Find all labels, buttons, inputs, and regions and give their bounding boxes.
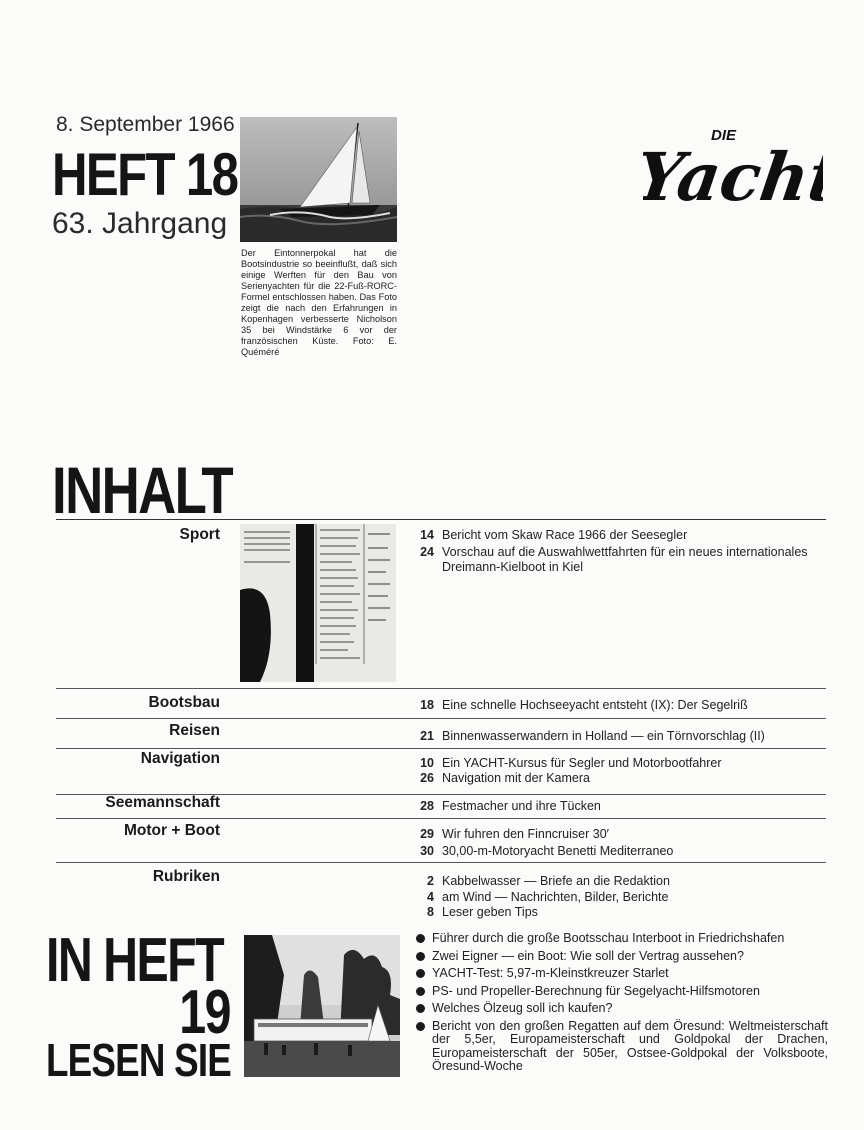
sport-photo <box>240 524 396 682</box>
toc-entry <box>408 799 601 814</box>
list-item <box>414 950 828 964</box>
entry-title: Bericht vom Skaw Race 1966 der Seesegler <box>442 528 688 542</box>
section-title: Bootsbau <box>148 694 220 711</box>
page-number: 26 <box>420 771 434 785</box>
list-item <box>414 985 828 999</box>
section-rule <box>56 688 826 689</box>
bullet-icon <box>416 969 425 978</box>
section-title: Seemannschaft <box>105 794 220 811</box>
entry-title: Navigation mit der Kamera <box>442 771 590 785</box>
page-number: 30 <box>420 844 434 858</box>
bullet-icon <box>416 952 425 961</box>
toc-entry <box>408 890 668 905</box>
toc-entry <box>408 729 765 744</box>
page-number: 18 <box>420 698 434 712</box>
list-item <box>414 967 828 981</box>
logo-die: DIE <box>711 127 737 144</box>
page-number: 2 <box>427 874 434 888</box>
volume-label: 63. Jahrgang <box>52 207 228 240</box>
entry-title: Festmacher und ihre Tücken <box>442 799 601 813</box>
list-item-text: PS- und Propeller-Berechnung für Segelyacht-Hilfsmotoren <box>432 983 760 998</box>
page-number: 4 <box>427 890 434 904</box>
section-title: Navigation <box>140 750 220 767</box>
entry-title: am Wind — Nachrichten, Bilder, Berichte <box>442 890 669 904</box>
toc-entry <box>408 844 673 859</box>
entry-title: Binnenwasserwandern in Holland — ein Törnvorschlag (II) <box>442 729 765 743</box>
page-number: 24 <box>420 545 434 559</box>
entry-title: Leser geben Tips <box>442 905 538 919</box>
list-item-text: Welches Ölzeug soll ich kaufen? <box>432 1001 613 1015</box>
yacht-logo <box>643 112 823 212</box>
bullet-icon <box>416 934 425 943</box>
entry-title: Eine schnelle Hochseeyacht entsteht (IX): Der Segelriß <box>442 698 748 712</box>
page-number: 10 <box>420 756 434 770</box>
issue-date: 8. September 1966 <box>56 113 235 136</box>
section-rule <box>56 862 826 863</box>
entry-title: Ein YACHT-Kursus für Segler und Motorbootfahrer <box>442 756 722 770</box>
page-number: 8 <box>427 905 434 919</box>
cover-caption: Der Eintonnerpokal hat die Bootsindustrie so beeinflußt, daß sich einige Werften für den Bau von Serienyachten für die 22-Fuß-RORC-Formel entschlossen haben. Das Foto zeigt die nach den Erfahrungen in Kopenhagen verbesserte Nicholson 35 bei Windstärke 6 vor der französischen Küste. Foto: E. Quéméré <box>241 248 397 357</box>
next-issue-line3: LESEN SIE <box>46 1034 232 1086</box>
list-item-text: Zwei Eigner — ein Boot: Wie soll der Vertrag aussehen? <box>432 948 744 963</box>
page-number: 14 <box>420 528 434 542</box>
entry-title: Wir fuhren den Finncruiser 30′ <box>442 827 609 841</box>
next-issue-photo <box>244 935 400 1077</box>
list-item <box>414 1002 828 1016</box>
toc-entry <box>408 905 538 920</box>
cover-photo <box>240 117 397 242</box>
page-number: 28 <box>420 799 434 813</box>
bullet-icon <box>416 1022 425 1031</box>
toc-entry <box>408 827 609 842</box>
section-title: Rubriken <box>152 868 220 885</box>
bullet-icon <box>416 987 425 996</box>
section-rule <box>56 718 826 719</box>
entry-title: Vorschau auf die Auswahlwettfahrten für ein neues internationales Dreimann-Kielboot in Kiel <box>442 545 808 574</box>
toc-entry <box>408 771 590 786</box>
list-item <box>414 1020 828 1074</box>
entry-title: Kabbelwasser — Briefe an die Redaktion <box>442 874 670 888</box>
section-title: Sport <box>179 526 220 543</box>
bullet-icon <box>416 1004 425 1013</box>
issue-number: HEFT 18 <box>52 141 238 208</box>
contents-rule <box>56 519 826 520</box>
toc-entry <box>408 528 687 543</box>
next-issue-line1: IN HEFT <box>46 926 224 995</box>
page-number: 21 <box>420 729 434 743</box>
next-issue-list <box>414 932 828 1078</box>
section-title: Motor + Boot <box>124 822 220 839</box>
section-rule <box>56 818 826 819</box>
section-title: Reisen <box>169 722 220 739</box>
next-issue-number: 19 <box>179 978 230 1047</box>
page-number: 29 <box>420 827 434 841</box>
contents-title: INHALT <box>52 453 233 527</box>
list-item-text: Führer durch die große Bootsschau Interboot in Friedrichshafen <box>432 931 785 945</box>
list-item-text: Bericht von den großen Regatten auf dem Öresund: Weltmeisterschaft der 5,5er, Europameisterschaft und Goldpokal der Drachen, Europameisterschaft der 505er, Ostsee-Goldpokal der Volksboote, Öresund-Woche <box>432 1018 828 1073</box>
section-rule <box>56 748 826 749</box>
toc-entry <box>408 698 748 713</box>
list-item <box>414 932 828 946</box>
entry-title: 30,00-m-Motoryacht Benetti Mediterraneo <box>442 844 674 858</box>
toc-entry <box>408 545 822 575</box>
logo-yacht: Yacht <box>643 138 823 212</box>
list-item-text: YACHT-Test: 5,97-m-Kleinstkreuzer Starlet <box>432 966 669 980</box>
toc-entry <box>408 874 670 889</box>
toc-entry <box>408 756 722 771</box>
